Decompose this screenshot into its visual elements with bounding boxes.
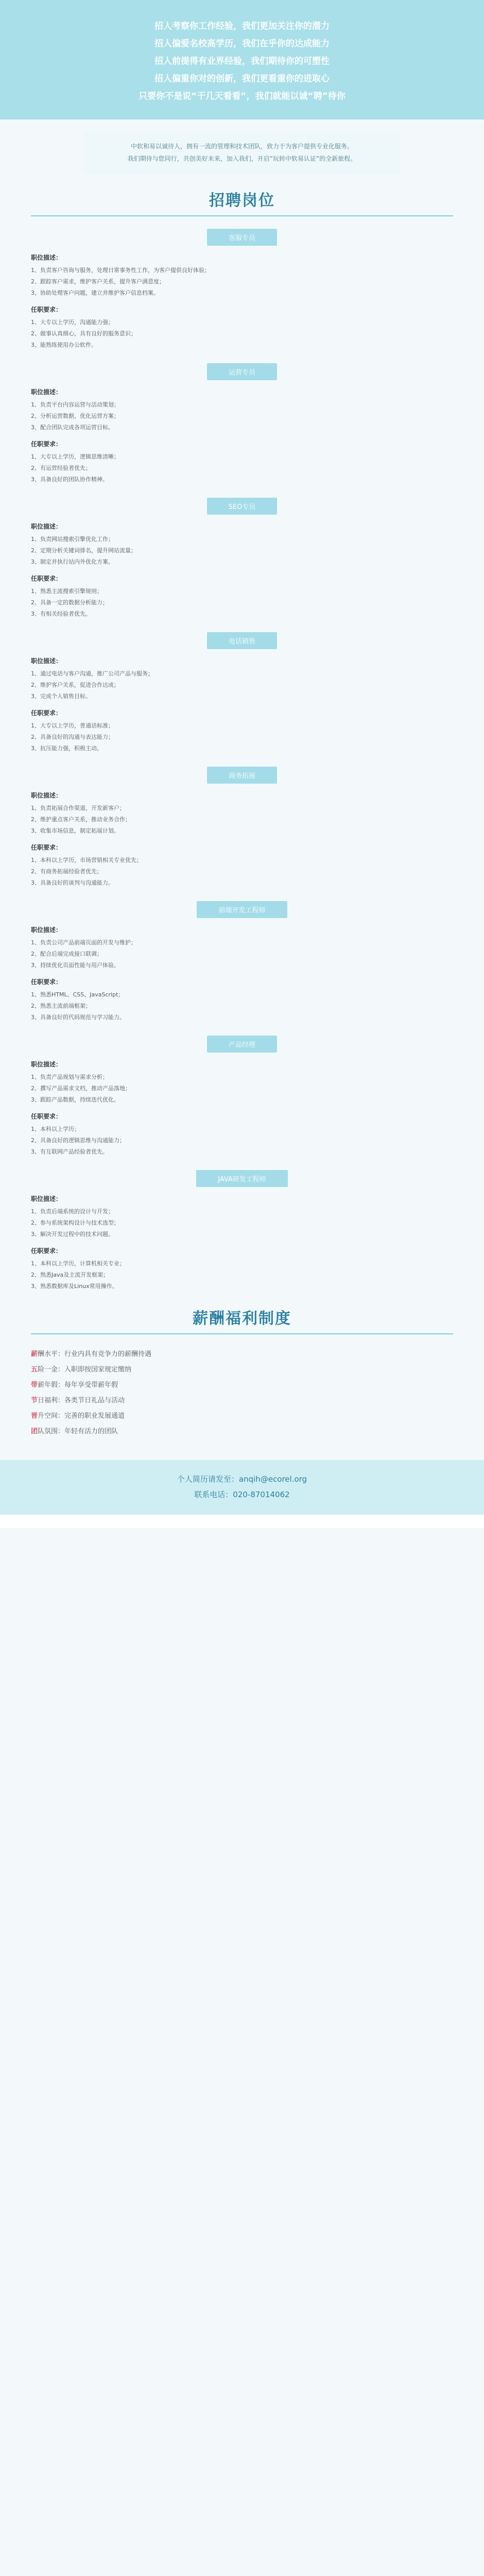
contact-footer xyxy=(0,1460,484,1515)
job-posting xyxy=(31,498,453,620)
job-title-pill: SEO专员 xyxy=(207,498,278,515)
welfare-section-header xyxy=(0,1306,484,1334)
duty-label: 职位描述： xyxy=(31,523,62,530)
welfare-item xyxy=(31,1409,453,1424)
section-divider xyxy=(31,1333,453,1334)
job-title-pill: 商务拓展 xyxy=(207,767,277,784)
job-title-pill: 运营专员 xyxy=(207,363,277,380)
section-title: 招聘岗位 xyxy=(209,192,275,210)
requirement-item: 2、熟悉主流前端框架； xyxy=(31,1003,91,1009)
job-title-pill: 电话销售 xyxy=(207,632,277,649)
requirement-item: 2、具备一定的数据分析能力； xyxy=(31,599,108,606)
section-title: 薪酬福利制度 xyxy=(193,1310,291,1328)
welfare-item xyxy=(31,1378,453,1393)
duty-item: 3、制定并执行站内外优化方案。 xyxy=(31,558,114,565)
job-title-pill: 产品经理 xyxy=(207,1036,277,1053)
welfare-highlight: 节 xyxy=(31,1397,38,1404)
job-title-pill: 前端开发工程师 xyxy=(197,901,287,918)
duty-item: 2、参与系统架构设计与技术选型； xyxy=(31,1219,119,1226)
duty-item: 2、定期分析关键词排名，提升网站流量； xyxy=(31,547,136,554)
duty-item: 2、配合后端完成接口联调； xyxy=(31,951,102,957)
intro-text: 我们期待与您同行，共创美好未来，加入我们，开启“玩转中软易认证”的全新旅程。 xyxy=(127,155,357,162)
duty-label: 职位描述： xyxy=(31,388,62,396)
duty-item: 3、持续优化页面性能与用户体验。 xyxy=(31,962,119,969)
duty-item: 2、跟踪客户需求，维护客户关系，提升客户满意度； xyxy=(31,278,165,285)
duty-item: 3、跟踪产品数据，持续迭代优化。 xyxy=(31,1096,119,1103)
job-title-pill: 客服专员 xyxy=(207,229,277,246)
duty-item: 3、解决开发过程中的技术问题。 xyxy=(31,1231,114,1238)
slogan-line: 招人考察你工作经验，我们更加关注你的潜力 xyxy=(154,21,330,31)
duty-item: 2、维护重点客户关系，推动业务合作； xyxy=(31,816,131,823)
requirement-item: 3、有互联网产品经验者优先。 xyxy=(31,1148,108,1155)
welfare-text: 险一金：入职即按国家规定缴纳 xyxy=(38,1366,132,1374)
requirement-item: 1、本科以上学历； xyxy=(31,1126,80,1132)
duty-item: 1、负责客户咨询与服务，处理日常事务性工作，为客户提供良好体验； xyxy=(31,267,210,274)
recruit-section-header xyxy=(0,188,484,216)
duty-label: 职位描述： xyxy=(31,792,62,799)
requirement-item: 2、具备良好的逻辑思维与沟通能力； xyxy=(31,1137,125,1144)
bottom-strip xyxy=(0,1515,484,1528)
requirement-item: 2、有商务拓展经验者优先； xyxy=(31,868,102,875)
requirement-item: 1、熟悉主流搜索引擎规则； xyxy=(31,588,102,595)
welfare-item xyxy=(31,1424,453,1439)
welfare-text: 酬水平：行业内具有竞争力的薪酬待遇 xyxy=(38,1350,152,1358)
welfare-item xyxy=(31,1347,453,1362)
requirement-label: 任职要求： xyxy=(31,306,62,313)
requirement-item: 3、熟悉数据库及Linux常用操作。 xyxy=(31,1283,118,1290)
requirement-item: 2、熟悉Java及主流开发框架； xyxy=(31,1272,109,1278)
requirement-item: 3、抗压能力强，积极主动。 xyxy=(31,745,102,752)
requirement-label: 任职要求： xyxy=(31,440,62,448)
duty-item: 1、负责拓展合作渠道，开发新客户； xyxy=(31,805,125,811)
requirement-label: 任职要求： xyxy=(31,1247,62,1255)
company-intro xyxy=(83,131,401,174)
slogan-banner xyxy=(0,0,484,120)
duty-item: 1、负责产品规划与需求分析； xyxy=(31,1074,108,1080)
requirement-item: 3、具备良好的团队协作精神。 xyxy=(31,476,108,483)
job-posting xyxy=(31,1036,453,1158)
welfare-list xyxy=(31,1347,453,1439)
contact-email[interactable]: 个人简历请发至：anqih@ecorel.org xyxy=(177,1475,307,1484)
contact-phone: 联系电话：020-87014062 xyxy=(194,1490,290,1499)
requirement-item: 1、大专以上学历，普通话标准； xyxy=(31,722,114,729)
slogan-line: 招人前提得有业界经验，我们期待你的可塑性 xyxy=(154,56,330,66)
requirement-item: 1、大专以上学历，沟通能力强； xyxy=(31,319,114,326)
requirement-item: 2、具备良好的沟通与表达能力； xyxy=(31,734,114,740)
requirement-item: 1、熟悉HTML、CSS、JavaScript； xyxy=(31,991,124,998)
requirement-item: 2、有运营经验者优先； xyxy=(31,465,91,471)
duty-item: 3、协助处理客户问题，建立并维护客户信息档案。 xyxy=(31,290,159,296)
duty-item: 1、通过电话与客户沟通，推广公司产品与服务； xyxy=(31,670,153,677)
duty-item: 3、完成个人销售目标。 xyxy=(31,693,91,700)
duty-item: 1、负责平台内容运营与活动策划； xyxy=(31,401,119,408)
slogan-line: 招人偏爱名校高学历，我们在乎你的达成能力 xyxy=(154,39,330,49)
requirement-item: 3、具备良好的代码规范与学习能力。 xyxy=(31,1014,125,1021)
welfare-highlight: 晋 xyxy=(31,1412,38,1420)
requirement-item: 3、能熟练使用办公软件。 xyxy=(31,342,97,348)
welfare-item xyxy=(31,1362,453,1378)
welfare-highlight: 带 xyxy=(31,1381,38,1389)
section-divider xyxy=(31,215,453,216)
duty-label: 职位描述： xyxy=(31,1195,62,1202)
duty-label: 职位描述： xyxy=(31,1061,62,1068)
duty-label: 职位描述： xyxy=(31,254,62,261)
requirement-item: 1、大专以上学历，逻辑思维清晰； xyxy=(31,453,119,460)
duty-item: 2、撰写产品需求文档，推动产品落地； xyxy=(31,1085,131,1092)
requirement-label: 任职要求： xyxy=(31,709,62,717)
requirement-item: 1、本科以上学历，计算机相关专业； xyxy=(31,1260,125,1267)
welfare-highlight: 五 xyxy=(31,1366,38,1374)
requirement-label: 任职要求： xyxy=(31,978,62,986)
welfare-highlight: 团 xyxy=(31,1428,38,1435)
slogan-line: 只要你不是说“干几天看看”，我们就能以诚“聘”待你 xyxy=(139,91,345,101)
welfare-text: 薪年假：每年享受带薪年假 xyxy=(38,1381,118,1389)
job-posting xyxy=(31,1170,453,1292)
slogan-line: 招人偏重你对的创新，我们更看重你的进取心 xyxy=(154,74,330,84)
job-posting xyxy=(31,632,453,754)
requirement-item: 3、有相关经验者优先。 xyxy=(31,611,91,617)
duty-item: 2、分析运营数据，优化运营方案； xyxy=(31,413,119,419)
job-posting xyxy=(31,229,453,351)
job-posting xyxy=(31,901,453,1023)
welfare-item xyxy=(31,1393,453,1409)
duty-label: 职位描述： xyxy=(31,926,62,934)
requirement-item: 1、本科以上学历，市场营销相关专业优先； xyxy=(31,857,142,863)
welfare-text: 升空间：完善的职业发展通道 xyxy=(38,1412,125,1420)
requirement-label: 任职要求： xyxy=(31,844,62,851)
job-list xyxy=(0,229,484,1292)
requirement-label: 任职要求： xyxy=(31,1113,62,1120)
duty-item: 3、配合团队完成各项运营目标。 xyxy=(31,424,114,431)
duty-item: 3、收集市场信息，制定拓展计划。 xyxy=(31,827,119,834)
welfare-text: 队氛围：年轻有活力的团队 xyxy=(38,1428,118,1435)
requirement-item: 2、做事认真细心，具有良好的服务意识； xyxy=(31,330,136,337)
duty-item: 1、负责网站搜索引擎优化工作； xyxy=(31,536,114,543)
job-title-pill: JAVA研发工程师 xyxy=(196,1170,288,1187)
duty-item: 2、维护客户关系，促进合作达成； xyxy=(31,682,119,688)
welfare-text: 日福利：各类节日礼品与活动 xyxy=(38,1397,125,1404)
requirement-label: 任职要求： xyxy=(31,575,62,582)
job-posting xyxy=(31,363,453,485)
requirement-item: 3、具备良好的谈判与沟通能力。 xyxy=(31,879,114,886)
welfare-highlight: 薪 xyxy=(31,1350,38,1358)
duty-label: 职位描述： xyxy=(31,657,62,665)
job-posting xyxy=(31,767,453,889)
duty-item: 1、负责公司产品前端页面的开发与维护； xyxy=(31,939,136,946)
intro-text: 中软和易以诚待人，拥有一流的管理和技术团队，致力于为客户提供专业化服务。 xyxy=(130,143,353,150)
duty-item: 1、负责后端系统的设计与开发； xyxy=(31,1208,114,1215)
